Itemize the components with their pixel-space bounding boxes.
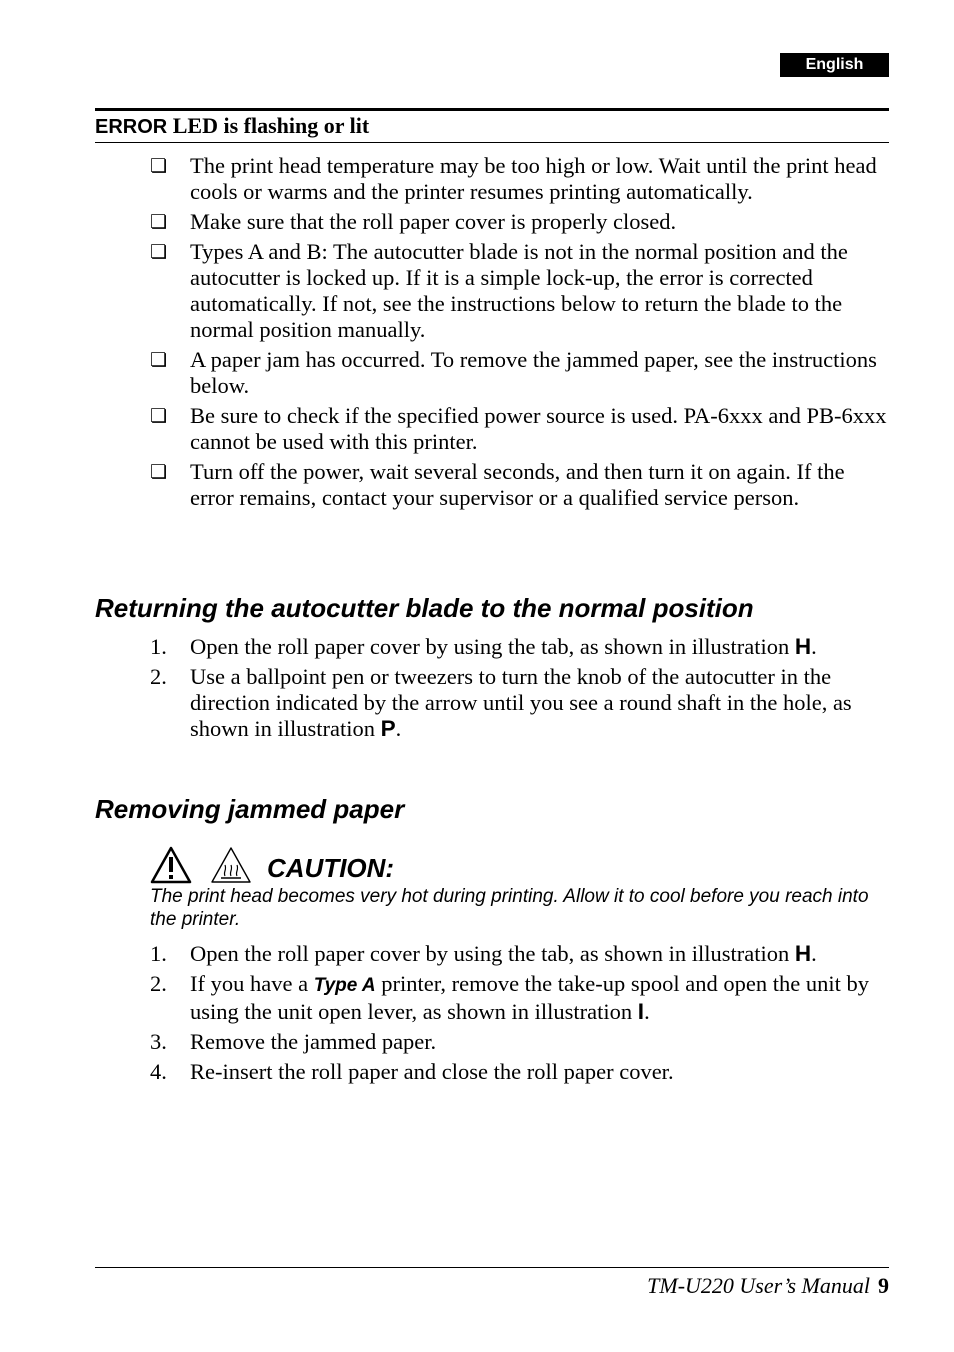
checkbox-bullet-icon: ❏ <box>150 241 168 263</box>
list-item-text: Types A and B: The autocutter blade is not in the normal position and the autocutter is locked up. If it is a simple lock-up, the error is corrected automatically. If not, see the instructions below to return the blade to the normal position manually. <box>190 239 848 342</box>
step-number: 4. <box>150 1059 167 1084</box>
step-text: If you have a <box>190 971 314 996</box>
manual-title: TM-U220 User’s Manual <box>647 1273 870 1298</box>
illustration-ref: H <box>794 634 812 659</box>
list-item <box>150 347 890 399</box>
list-item <box>150 634 890 660</box>
warning-triangle-icon <box>150 846 192 884</box>
list-item <box>150 403 890 455</box>
list-item-text: A paper jam has occurred. To remove the jammed paper, see the instructions below. <box>190 347 877 398</box>
printer-type-ref: Type A <box>313 975 376 996</box>
section-top-rule <box>95 108 889 111</box>
removing-steps-list <box>150 941 890 1089</box>
page-number: 9 <box>878 1273 889 1298</box>
illustration-ref: I <box>637 999 645 1024</box>
section-title-keyword: ERROR <box>95 116 168 138</box>
step-text-middle: printer, remove the take-up spool and open the unit by using the unit open lever, as shown in illustration <box>190 971 869 1024</box>
list-item <box>150 209 890 235</box>
step-text-end: . <box>395 716 402 741</box>
list-item-text: Make sure that the roll paper cover is properly closed. <box>190 209 677 234</box>
list-item <box>150 239 890 343</box>
section-title-rest: LED is flashing or lit <box>167 113 370 138</box>
removing-jam-heading: Removing jammed paper <box>95 794 405 824</box>
list-item-text: The print head temperature may be too high or low. Wait until the print head cools or warms and the printer resumes printing automatically. <box>190 153 877 204</box>
step-number: 3. <box>150 1029 167 1054</box>
step-text-end: . <box>811 634 817 659</box>
section-bottom-rule <box>95 142 889 143</box>
list-item <box>150 459 890 511</box>
step-number: 1. <box>150 941 167 966</box>
step-text: Open the roll paper cover by using the tab, as shown in illustration <box>190 634 795 659</box>
list-item <box>150 1029 890 1055</box>
list-item-text: Turn off the power, wait several seconds, and then turn it on again. If the error remains, contact your supervisor or a qualified service person. <box>190 459 845 510</box>
checkbox-bullet-icon: ❏ <box>150 349 168 371</box>
caution-title: CAUTION: <box>267 853 395 883</box>
list-item-text: Be sure to check if the specified power source is used. PA-6xxx and PB-6xxx cannot be used with this printer. <box>190 403 887 454</box>
step-text-end: . <box>811 941 817 966</box>
step-number: 1. <box>150 634 167 659</box>
step-text: Open the roll paper cover by using the tab, as shown in illustration <box>190 941 795 966</box>
section-title <box>95 112 369 141</box>
language-tab: English <box>780 53 889 77</box>
error-causes-list <box>150 153 890 515</box>
step-text: Remove the jammed paper. <box>190 1029 437 1054</box>
step-number: 2. <box>150 664 167 689</box>
page-footer <box>647 1272 889 1300</box>
checkbox-bullet-icon: ❏ <box>150 461 168 483</box>
caution-header <box>150 846 550 886</box>
caution-text: The print head becomes very hot during printing. Allow it to cool before you reach into the printer. <box>150 886 869 930</box>
step-number: 2. <box>150 971 167 996</box>
checkbox-bullet-icon: ❏ <box>150 405 168 427</box>
hot-surface-icon <box>210 846 252 884</box>
illustration-ref: H <box>794 941 812 966</box>
returning-steps-list <box>150 634 890 746</box>
step-text: Use a ballpoint pen or tweezers to turn the knob of the autocutter in the direction indicated by the arrow until you see a round shaft in the hole, as shown in illustration <box>190 664 852 741</box>
list-item <box>150 971 890 1025</box>
list-item <box>150 664 890 742</box>
illustration-ref: P <box>380 716 396 741</box>
step-text: Re-insert the roll paper and close the roll paper cover. <box>190 1059 674 1084</box>
returning-blade-heading: Returning the autocutter blade to the normal position <box>95 593 754 623</box>
step-text-end: . <box>644 999 650 1024</box>
checkbox-bullet-icon: ❏ <box>150 155 168 177</box>
footer-rule <box>95 1267 889 1268</box>
checkbox-bullet-icon: ❏ <box>150 211 168 233</box>
list-item <box>150 1059 890 1085</box>
list-item <box>150 941 890 967</box>
list-item <box>150 153 890 205</box>
